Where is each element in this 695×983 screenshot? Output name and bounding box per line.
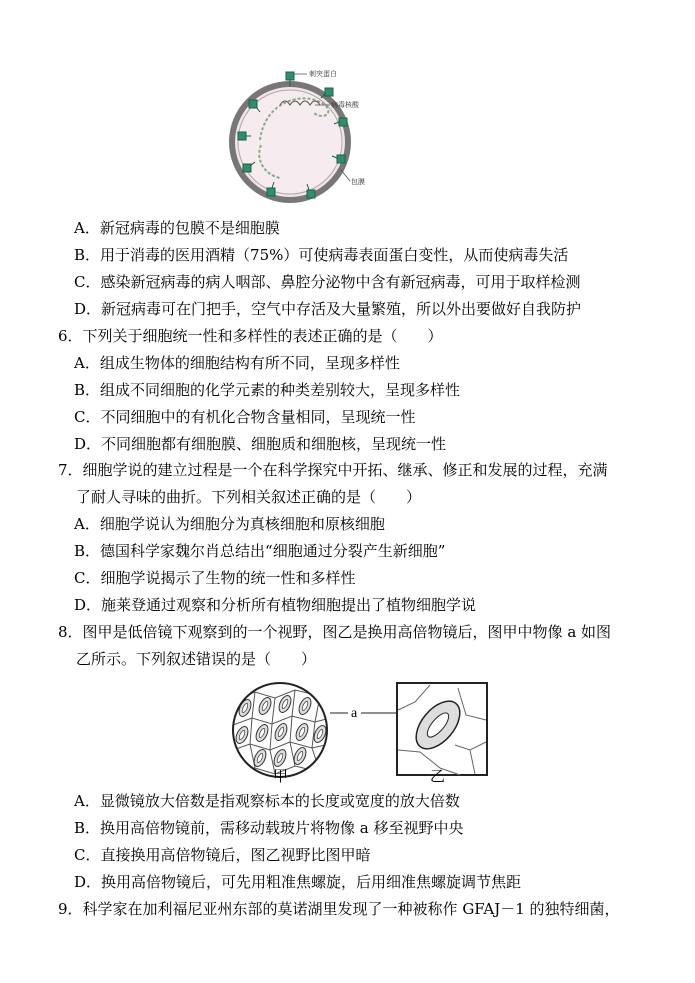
q9-stem-line1: 9．科学家在加利福尼亚州东部的莫诺湖里发现了一种被称作 GFAJ－1 的独特细菌，: [58, 900, 620, 918]
q6-stem: 6．下列关于细胞统一性和多样性的表述正确的是（ ）: [58, 327, 443, 345]
caption-yi: 乙: [430, 767, 446, 785]
q8-option-c: C．直接换用高倍物镜后，图乙视野比图甲暗: [74, 846, 371, 864]
q8-option-a: A．显微镜放大倍数是指观察标本的长度或宽度的放大倍数: [74, 792, 460, 810]
q7-option-c: C．细胞学说揭示了生物的统一性和多样性: [74, 569, 356, 587]
q6-option-d: D．不同细胞都有细胞膜、细胞质和细胞核，呈现统一性: [74, 435, 447, 453]
q6-option-c: C．不同细胞中的有机化合物含量相同，呈现统一性: [74, 408, 416, 426]
microscope-figure: [230, 680, 495, 788]
q7-stem-line2: 了耐人寻味的曲折。下列相关叙述正确的是（ ）: [76, 488, 422, 506]
label-spike-protein: 刺突蛋白: [309, 70, 337, 78]
virus-figure: [225, 60, 370, 220]
q5-option-b: B．用于消毒的医用酒精（75%）可使病毒表面蛋白变性，从而使病毒失活: [74, 246, 569, 264]
high-power-field: [397, 683, 487, 775]
label-envelope: 包膜: [351, 178, 365, 186]
caption-jia: 甲: [273, 767, 289, 785]
q7-option-b: B．德国科学家魏尔肖总结出“细胞通过分裂产生新细胞”: [74, 542, 446, 560]
q8-stem-line2: 乙所示。下列叙述错误的是（ ）: [76, 650, 317, 668]
q8-option-b: B．换用高倍物镜前，需移动载玻片将物像 a 移至视野中央: [74, 819, 464, 837]
q8-stem-line1: 8．图甲是低倍镜下观察到的一个视野，图乙是换用高倍物镜后，图甲中物像 a 如图: [58, 623, 612, 641]
label-viral-nucleic-acid: 病毒核酸: [331, 101, 359, 109]
label-a: a: [351, 706, 358, 721]
q7-stem-line1: 7．细胞学说的建立过程是一个在科学探究中开拓、继承、修正和发展的过程，充满: [58, 461, 608, 479]
q5-option-c: C．感染新冠病毒的病人咽部、鼻腔分泌物中含有新冠病毒，可用于取样检测: [74, 273, 581, 291]
q5-option-a: A．新冠病毒的包膜不是细胞膜: [74, 219, 280, 237]
q6-option-b: B．组成不同细胞的化学元素的种类差别较大，呈现多样性: [74, 381, 461, 399]
q5-option-d: D．新冠病毒可在门把手，空气中存活及大量繁殖，所以外出要做好自我防护: [74, 300, 582, 318]
q7-option-d: D．施莱登通过观察和分析所有植物细胞提出了植物细胞学说: [74, 596, 477, 614]
q7-option-a: A．细胞学说认为细胞分为真核细胞和原核细胞: [74, 515, 385, 533]
q6-option-a: A．组成生物体的细胞结构有所不同，呈现多样性: [74, 354, 400, 372]
q8-option-d: D．换用高倍物镜后，可先用粗准焦螺旋，后用细准焦螺旋调节焦距: [74, 873, 522, 891]
